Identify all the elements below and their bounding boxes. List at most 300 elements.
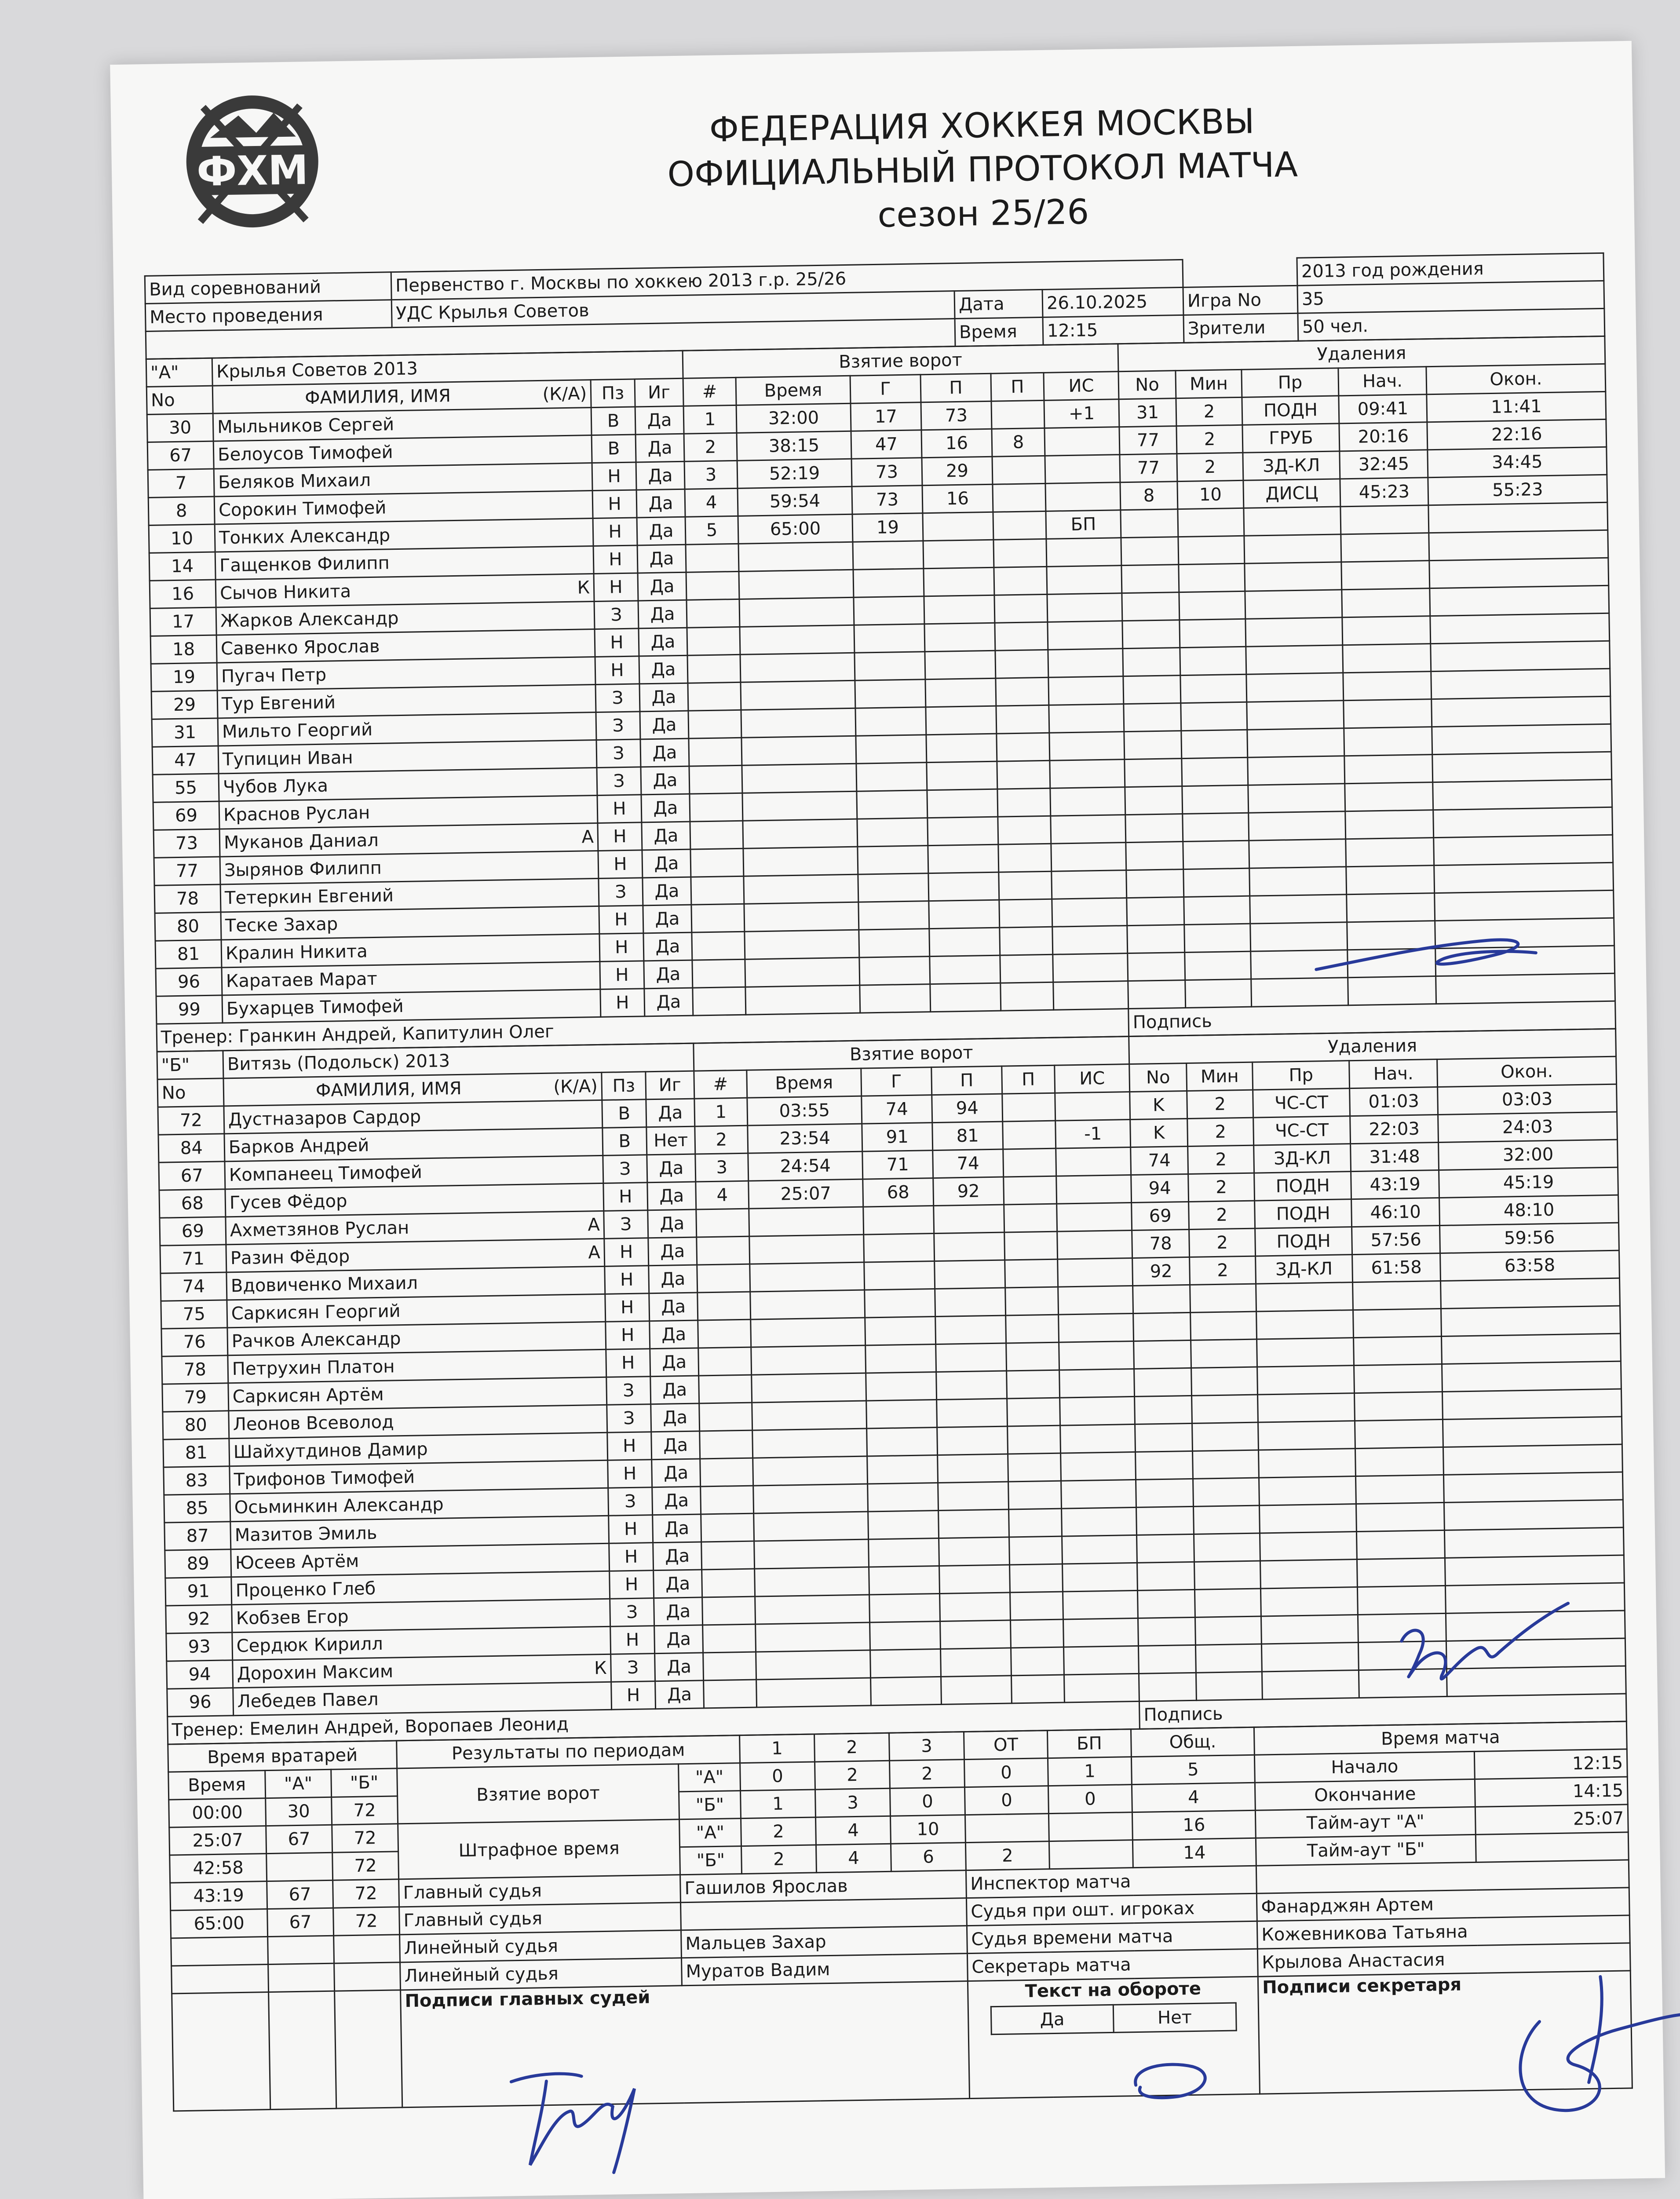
player-played: Да: [655, 1680, 704, 1709]
header: [141, 68, 1604, 275]
penalty-min: [1191, 1311, 1257, 1340]
goal-is: -1: [1055, 1120, 1131, 1149]
player-played: Да: [637, 544, 686, 573]
penalty-start: 61:58: [1352, 1253, 1441, 1282]
penalty-end: [1445, 1555, 1625, 1585]
penalty-no: [1137, 1562, 1195, 1590]
penalty-pr: ЗД-КЛ: [1243, 451, 1340, 480]
penbox-value: Фанарджян Артем: [1256, 1888, 1629, 1921]
goal-is: [1052, 870, 1127, 899]
goal-time: [743, 819, 858, 848]
penalty-no: [1134, 1340, 1191, 1369]
goal-p2: [1009, 1509, 1062, 1537]
penalty-no: [1136, 1479, 1194, 1507]
secretary-sign-cell: [1258, 1971, 1632, 2094]
goal-n: 2: [695, 1125, 748, 1154]
team-b-signature: Подпись: [1139, 1694, 1627, 1729]
player-position: Н: [603, 1183, 648, 1211]
player-name: Дустназаров Сардор: [228, 1107, 421, 1130]
penalty-start: 20:16: [1339, 422, 1428, 451]
goal-n: [691, 876, 744, 905]
goal-g: [857, 790, 928, 819]
penalty-no: 92: [1132, 1257, 1190, 1286]
penalty-pr: [1246, 673, 1344, 702]
penalty-start: [1340, 505, 1429, 534]
goals-tag-a: "А": [679, 1763, 741, 1792]
player-role: А: [588, 1215, 600, 1235]
penalty-end: [1441, 1278, 1620, 1308]
player-number: 16: [150, 580, 216, 608]
goal-time: [755, 1595, 870, 1624]
goal-p2: [1003, 1121, 1056, 1149]
penalty-start: 45:23: [1340, 478, 1428, 507]
penalty-start: [1353, 1308, 1442, 1337]
player-played: Да: [636, 461, 685, 490]
player-played: Да: [647, 1182, 696, 1210]
penalty-no: [1127, 925, 1185, 953]
reverse-yes[interactable]: Да: [991, 2005, 1114, 2034]
player-name: Мыльников Сергей: [217, 414, 394, 438]
player-number: 55: [153, 774, 219, 802]
penalty-no: [1136, 1506, 1194, 1535]
player-position: В: [592, 435, 636, 463]
goal-g: [854, 596, 924, 625]
penalty-end: [1434, 835, 1613, 865]
penalty-pr: ПОДН: [1242, 396, 1339, 425]
player-position: З: [603, 1155, 647, 1184]
player-number: 85: [164, 1494, 230, 1523]
goalies-col-b: "Б": [331, 1768, 398, 1797]
player-number: 30: [147, 413, 213, 442]
penalty-min: 10: [1177, 480, 1244, 509]
goal-time: 52:19: [737, 459, 852, 488]
lin2-label: Линейный судья: [400, 1958, 682, 1990]
reverse-cell: [968, 1976, 1260, 2098]
goal-p: [924, 567, 994, 596]
penalty-pr: [1260, 1532, 1357, 1561]
penalty-no: 77: [1120, 454, 1177, 482]
goal-p: [936, 1371, 1007, 1400]
goalie-row-a: 67: [267, 1908, 334, 1936]
player-played: Да: [649, 1293, 698, 1321]
penalty-pr: ДИСЦ: [1243, 479, 1340, 508]
col-no: No: [157, 1078, 224, 1107]
penalty-no: 69: [1132, 1202, 1189, 1230]
player-played: Да: [642, 822, 690, 850]
team-a-rows: [147, 391, 1615, 1024]
penalty-no: [1127, 897, 1184, 926]
summary-table: [167, 1720, 1633, 2111]
player-name: Муканов Даниал: [223, 830, 379, 853]
goal-n: 2: [684, 433, 737, 461]
penalty-start: [1347, 893, 1435, 922]
goal-p: 81: [932, 1121, 1003, 1151]
goal-is: [1049, 704, 1124, 733]
player-name: Трифонов Тимофей: [234, 1467, 415, 1490]
penalty-min: 2: [1189, 1201, 1255, 1229]
penalty-no: [1128, 953, 1185, 981]
penalty-min: [1181, 730, 1248, 758]
title-season: сезон 25/26: [877, 192, 1089, 235]
player-name: Гусев Фёдор: [229, 1191, 347, 1213]
penalty-min: 2: [1187, 1118, 1254, 1146]
player-position: Н: [592, 462, 636, 491]
penalty-no: K: [1130, 1118, 1188, 1147]
penalty-pr: [1262, 1670, 1359, 1699]
penalty-pr: [1259, 1476, 1356, 1505]
goal-n: [698, 1292, 751, 1320]
player-played: Да: [641, 794, 690, 822]
goal-is: [1059, 1369, 1135, 1398]
goal-p: [937, 1399, 1008, 1428]
goal-p: [928, 872, 999, 901]
player-position: Н: [592, 490, 637, 519]
player-number: 77: [154, 857, 220, 885]
goalies-title: Время вратарей: [168, 1741, 397, 1772]
penalty-min: [1183, 868, 1250, 897]
team-b-coach: Тренер: Емелин Андрей, Воропаев Леонид: [168, 1701, 1140, 1744]
player-position: Н: [604, 1238, 649, 1267]
penalty-end: [1445, 1527, 1624, 1558]
goal-time: [745, 985, 860, 1015]
goal-n: 4: [685, 488, 738, 517]
goal-g: [864, 1261, 935, 1290]
player-played: Да: [641, 766, 690, 795]
goalie-row-b: 72: [332, 1852, 399, 1880]
penalty-pr: ПОДН: [1255, 1199, 1352, 1228]
goal-g: [855, 707, 926, 736]
goal-p2: [1003, 1148, 1056, 1177]
player-name: Гащенков Филипп: [219, 553, 390, 576]
col-goal-is: ИС: [1055, 1064, 1130, 1093]
player-position: З: [607, 1404, 651, 1433]
player-played: Да: [650, 1348, 699, 1377]
reverse-no[interactable]: Нет: [1113, 2003, 1236, 2032]
goal-n: [700, 1458, 753, 1487]
penalty-start: 32:45: [1340, 450, 1428, 479]
player-name: Сердюк Кирилл: [236, 1633, 383, 1657]
penalty-pr: [1256, 1310, 1354, 1339]
penalty-pr: [1261, 1587, 1358, 1616]
goal-n: [701, 1486, 754, 1514]
penalty-start: [1355, 1447, 1444, 1476]
player-position: З: [597, 767, 641, 796]
lin2-value: Муратов Вадим: [682, 1954, 968, 1986]
spectators-label: Зрители: [1183, 313, 1298, 343]
penalty-start: [1343, 644, 1431, 673]
player-position: Н: [605, 1266, 649, 1294]
goal-time: [749, 1235, 864, 1264]
player-played: Да: [647, 1154, 696, 1183]
goal-n: [701, 1513, 754, 1542]
player-name: Вдовиченко Михаил: [230, 1273, 418, 1297]
penalty-start: 22:03: [1350, 1115, 1439, 1144]
pim-a-1: 2: [741, 1817, 816, 1846]
team-b-table: [156, 1028, 1627, 1745]
goal-is: [1063, 1590, 1138, 1619]
player-number: 87: [164, 1522, 231, 1550]
penalty-no: [1126, 869, 1184, 898]
penalty-pr: [1248, 784, 1345, 813]
penalty-end: [1446, 1583, 1625, 1613]
penalty-no: [1121, 537, 1179, 566]
goal-is: [1053, 981, 1129, 1010]
penalty-min: 2: [1188, 1173, 1255, 1202]
goal-g: [867, 1455, 938, 1484]
player-number: 79: [162, 1383, 229, 1412]
penalty-min: 2: [1177, 453, 1243, 481]
refs-sign-label: Подписи главных судей: [405, 1987, 650, 2012]
goal-p2: [997, 733, 1050, 761]
player-name: Проценко Глеб: [235, 1578, 376, 1601]
team-a-penalties-title: Удаления: [1118, 336, 1605, 371]
date-value: 26.10.2025: [1042, 287, 1183, 317]
penalty-min: [1193, 1478, 1260, 1506]
player-number: 17: [150, 607, 216, 636]
penalty-no: [1133, 1285, 1191, 1313]
penalty-no: [1138, 1617, 1196, 1646]
goal-time: [739, 570, 854, 599]
goal-is: [1060, 1396, 1135, 1425]
goal-is: [1061, 1479, 1136, 1509]
competition-label: Вид соревнований: [145, 272, 391, 304]
penalty-min: [1194, 1533, 1260, 1562]
player-position: Н: [598, 822, 642, 851]
penalty-min: [1192, 1395, 1258, 1423]
goal-time: 23:54: [748, 1124, 862, 1153]
player-played: Да: [648, 1209, 697, 1238]
goal-g: [853, 569, 924, 598]
col-pen-pr: Пр: [1253, 1061, 1350, 1090]
player-name: Беляков Михаил: [218, 470, 371, 493]
goalie-row-b: 72: [332, 1796, 398, 1825]
fhm-logo: [168, 88, 337, 240]
penalty-start: [1355, 1419, 1443, 1448]
player-name: Сычов Никита: [219, 581, 351, 604]
goal-n: [703, 1624, 756, 1653]
goal-g: [863, 1206, 934, 1235]
penalty-pr: [1245, 562, 1342, 591]
penalty-pr: [1249, 867, 1347, 896]
goal-p2: [1008, 1425, 1061, 1454]
penalty-no: 8: [1120, 482, 1178, 510]
goal-g: [866, 1344, 936, 1373]
penalty-end: [1432, 724, 1611, 754]
penalty-start: [1342, 616, 1431, 645]
goals-a-ot: 0: [964, 1758, 1048, 1787]
player-name: Разин Фёдор: [230, 1246, 350, 1269]
player-name: Шайхутдинов Дамир: [233, 1439, 428, 1463]
player-position: З: [594, 601, 639, 629]
penalty-pr: [1251, 978, 1348, 1007]
goal-p2: [1011, 1647, 1064, 1676]
penalty-start: [1357, 1530, 1445, 1559]
penalty-pr: [1245, 617, 1343, 647]
goal-time: [753, 1484, 868, 1513]
player-number: 99: [156, 995, 223, 1024]
pim-b-bp: [1049, 1840, 1133, 1869]
penalty-min: [1179, 563, 1245, 592]
lin1-label: Линейный судья: [400, 1930, 682, 1962]
goal-n: [689, 765, 742, 794]
goal-p: 73: [921, 401, 992, 430]
goal-g: [870, 1621, 941, 1650]
pim-b-3: 6: [891, 1843, 966, 1872]
player-name: Саркисян Артём: [232, 1384, 384, 1407]
goal-g: 68: [863, 1178, 934, 1207]
goal-p: [927, 789, 998, 818]
player-name: Тур Евгений: [221, 692, 336, 715]
player-position: Н: [610, 1571, 654, 1599]
goal-time: [756, 1678, 871, 1707]
player-position: Н: [594, 573, 638, 602]
player-number: 78: [154, 884, 221, 913]
col-goal-time: Время: [736, 376, 851, 405]
goal-is: [1062, 1535, 1137, 1564]
penalty-start: [1345, 810, 1434, 839]
player-position: Н: [606, 1321, 650, 1350]
birth-year: 2013 год рождения: [1297, 253, 1604, 285]
player-name: Жарков Александр: [220, 608, 399, 632]
penalty-no: [1125, 786, 1183, 815]
player-position: В: [591, 407, 635, 435]
penalty-pr: [1260, 1560, 1358, 1589]
penalty-start: [1359, 1641, 1447, 1670]
goal-n: [697, 1236, 750, 1265]
player-number: 67: [147, 441, 214, 470]
penalty-min: [1194, 1505, 1260, 1534]
penalty-start: [1347, 921, 1435, 950]
penalty-min: [1178, 536, 1245, 564]
pim-b-ot: 2: [965, 1841, 1049, 1870]
player-position: Н: [606, 1349, 650, 1377]
penalty-min: [1191, 1339, 1257, 1368]
goal-time: [752, 1401, 867, 1430]
date-label: Дата: [954, 289, 1043, 318]
penalty-start: 31:48: [1351, 1143, 1439, 1172]
goal-p2: [994, 566, 1047, 595]
penalty-end: [1431, 641, 1610, 671]
penalty-pr: [1257, 1366, 1355, 1395]
goal-time: [750, 1262, 865, 1292]
goal-is: [1064, 1673, 1139, 1702]
goal-g: [858, 901, 929, 930]
penalty-start: [1356, 1502, 1445, 1531]
goal-p2: [1006, 1342, 1059, 1371]
goal-p2: [996, 705, 1049, 734]
goal-g: [869, 1593, 940, 1622]
goal-time: [754, 1512, 869, 1541]
goal-p: [936, 1343, 1007, 1372]
goal-is: [1053, 953, 1128, 983]
goal-p2: [993, 539, 1047, 567]
goal-p2: [993, 511, 1046, 540]
goal-n: [704, 1680, 757, 1708]
penalty-no: [1128, 980, 1186, 1009]
player-number: 69: [153, 801, 219, 830]
goal-p: [934, 1232, 1005, 1261]
title-federation: ФЕДЕРАЦИЯ ХОККЕЯ МОСКВЫ: [709, 102, 1255, 150]
protocol-sheet: [110, 41, 1665, 2199]
goal-is: [1051, 843, 1126, 872]
player-name: Рачков Александр: [231, 1329, 401, 1352]
goal-p2: [995, 650, 1048, 678]
goal-is: [1049, 732, 1125, 761]
col-goal-p: П: [920, 373, 991, 402]
col-goal-p2: П: [991, 373, 1044, 401]
col-pz: Пз: [602, 1072, 646, 1100]
player-name: Компанеец Тимофей: [229, 1162, 423, 1186]
col-goal-is: ИС: [1044, 372, 1119, 401]
penalty-end: 34:45: [1428, 447, 1607, 477]
goalie-row-a: 67: [267, 1880, 333, 1909]
penalty-end: [1428, 502, 1608, 533]
penalty-end: [1444, 1500, 1624, 1530]
penalty-start: [1341, 561, 1430, 590]
penalty-end: [1432, 696, 1611, 727]
period-col-ot: ОТ: [964, 1731, 1048, 1760]
reverse-label: Текст на обороте: [1025, 1978, 1202, 2002]
player-position: Н: [610, 1626, 655, 1655]
penalty-pr: [1258, 1421, 1355, 1450]
penalty-pr: ЧС-СТ: [1253, 1089, 1350, 1118]
player-number: 47: [152, 746, 219, 774]
player-number: 91: [165, 1577, 232, 1606]
player-played: Да: [639, 683, 688, 712]
player-position: Н: [595, 628, 639, 657]
ref2-value: [681, 1898, 967, 1930]
player-number: 78: [162, 1355, 228, 1384]
goal-g: [855, 652, 925, 681]
goal-g: 17: [851, 402, 921, 431]
player-position: Н: [595, 656, 639, 685]
penalty-no: K: [1130, 1091, 1187, 1120]
player-position: З: [596, 739, 641, 768]
periods-title: Результаты по периодам: [397, 1735, 740, 1768]
timeout-b-label: Тайм-аут "Б": [1256, 1834, 1476, 1866]
penalty-end: [1442, 1333, 1621, 1364]
pim-b-total: 14: [1132, 1838, 1256, 1867]
col-ig: Иг: [635, 378, 683, 407]
player-name: Зырянов Филипп: [224, 858, 382, 881]
goal-p: [930, 983, 1001, 1012]
goal-g: [868, 1483, 939, 1512]
player-role: К: [594, 1658, 607, 1679]
goal-g: 47: [851, 430, 922, 459]
penalty-pr: ПОДН: [1254, 1172, 1351, 1201]
penalty-pr: ЗД-КЛ: [1256, 1255, 1353, 1284]
penalty-end: [1446, 1666, 1626, 1696]
goalies-col-a: "А": [265, 1769, 332, 1798]
goal-time: 03:55: [747, 1096, 862, 1125]
goal-n: [703, 1652, 756, 1680]
goal-p2: [991, 400, 1045, 429]
goal-g: 91: [862, 1123, 933, 1152]
penalty-start: 46:10: [1351, 1198, 1440, 1227]
goal-n: [691, 904, 745, 932]
goal-p2: [996, 677, 1049, 706]
goalie-row-b: 72: [332, 1824, 398, 1852]
penalty-end: 55:23: [1428, 475, 1607, 505]
player-number: 31: [152, 718, 218, 747]
penalty-end: [1443, 1417, 1622, 1447]
player-played: Да: [638, 572, 687, 601]
penalty-end: [1429, 558, 1609, 588]
penalty-end: [1443, 1389, 1622, 1419]
goal-is: +1: [1044, 399, 1119, 428]
player-position: Н: [600, 989, 645, 1017]
goal-p: [929, 928, 1000, 957]
